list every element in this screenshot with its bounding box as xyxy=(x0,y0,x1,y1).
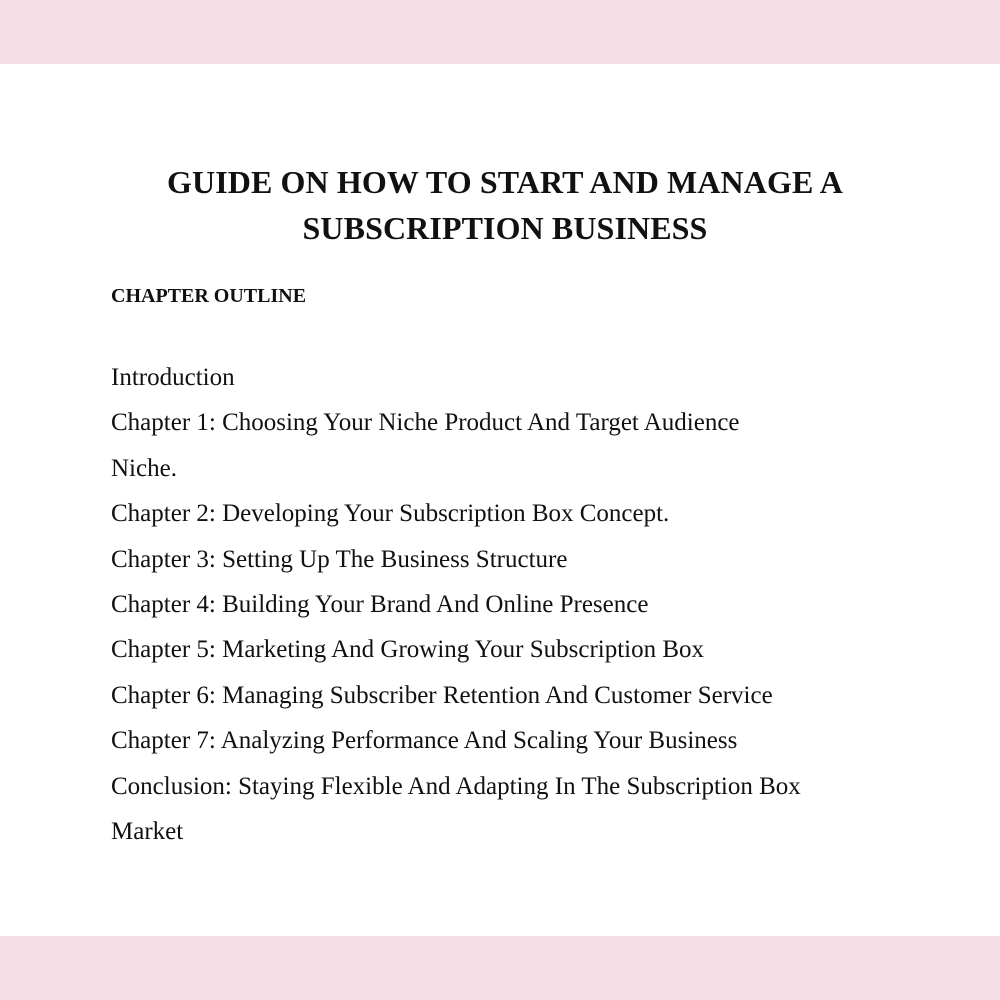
toc-line-chapter-2: Chapter 2: Developing Your Subscription Box Concept. xyxy=(111,500,670,528)
chapter-list xyxy=(111,355,971,854)
bottom-pink-band xyxy=(0,936,1000,1000)
toc-line-conclusion: Conclusion: Staying Flexible And Adapting In The Subscription Box xyxy=(111,772,801,800)
toc-line-chapter-5: Chapter 5: Marketing And Growing Your Subscription Box xyxy=(111,636,705,664)
top-pink-band xyxy=(0,0,1000,64)
toc-line-chapter-3: Chapter 3: Setting Up The Business Structure xyxy=(111,545,568,573)
toc-line-chapter-7: Chapter 7: Analyzing Performance And Scaling Your Business xyxy=(111,727,738,755)
document-page xyxy=(0,64,1000,936)
toc-line-introduction: Introduction xyxy=(111,364,235,391)
chapter-outline-heading: CHAPTER OUTLINE xyxy=(111,285,307,307)
title-line-1: GUIDE ON HOW TO START AND MANAGE A xyxy=(167,164,843,200)
document-title xyxy=(60,159,950,251)
toc-line-chapter-6: Chapter 6: Managing Subscriber Retention And Customer Service xyxy=(111,681,773,709)
toc-line-chapter-1: Chapter 1: Choosing Your Niche Product And Target Audience xyxy=(111,409,740,437)
toc-line-chapter-1-continued: Niche. xyxy=(111,454,177,482)
title-line-2: SUBSCRIPTION BUSINESS xyxy=(302,210,708,246)
toc-line-chapter-4: Chapter 4: Building Your Brand And Online Presence xyxy=(111,591,649,619)
toc-line-conclusion-continued: Market xyxy=(111,818,184,846)
